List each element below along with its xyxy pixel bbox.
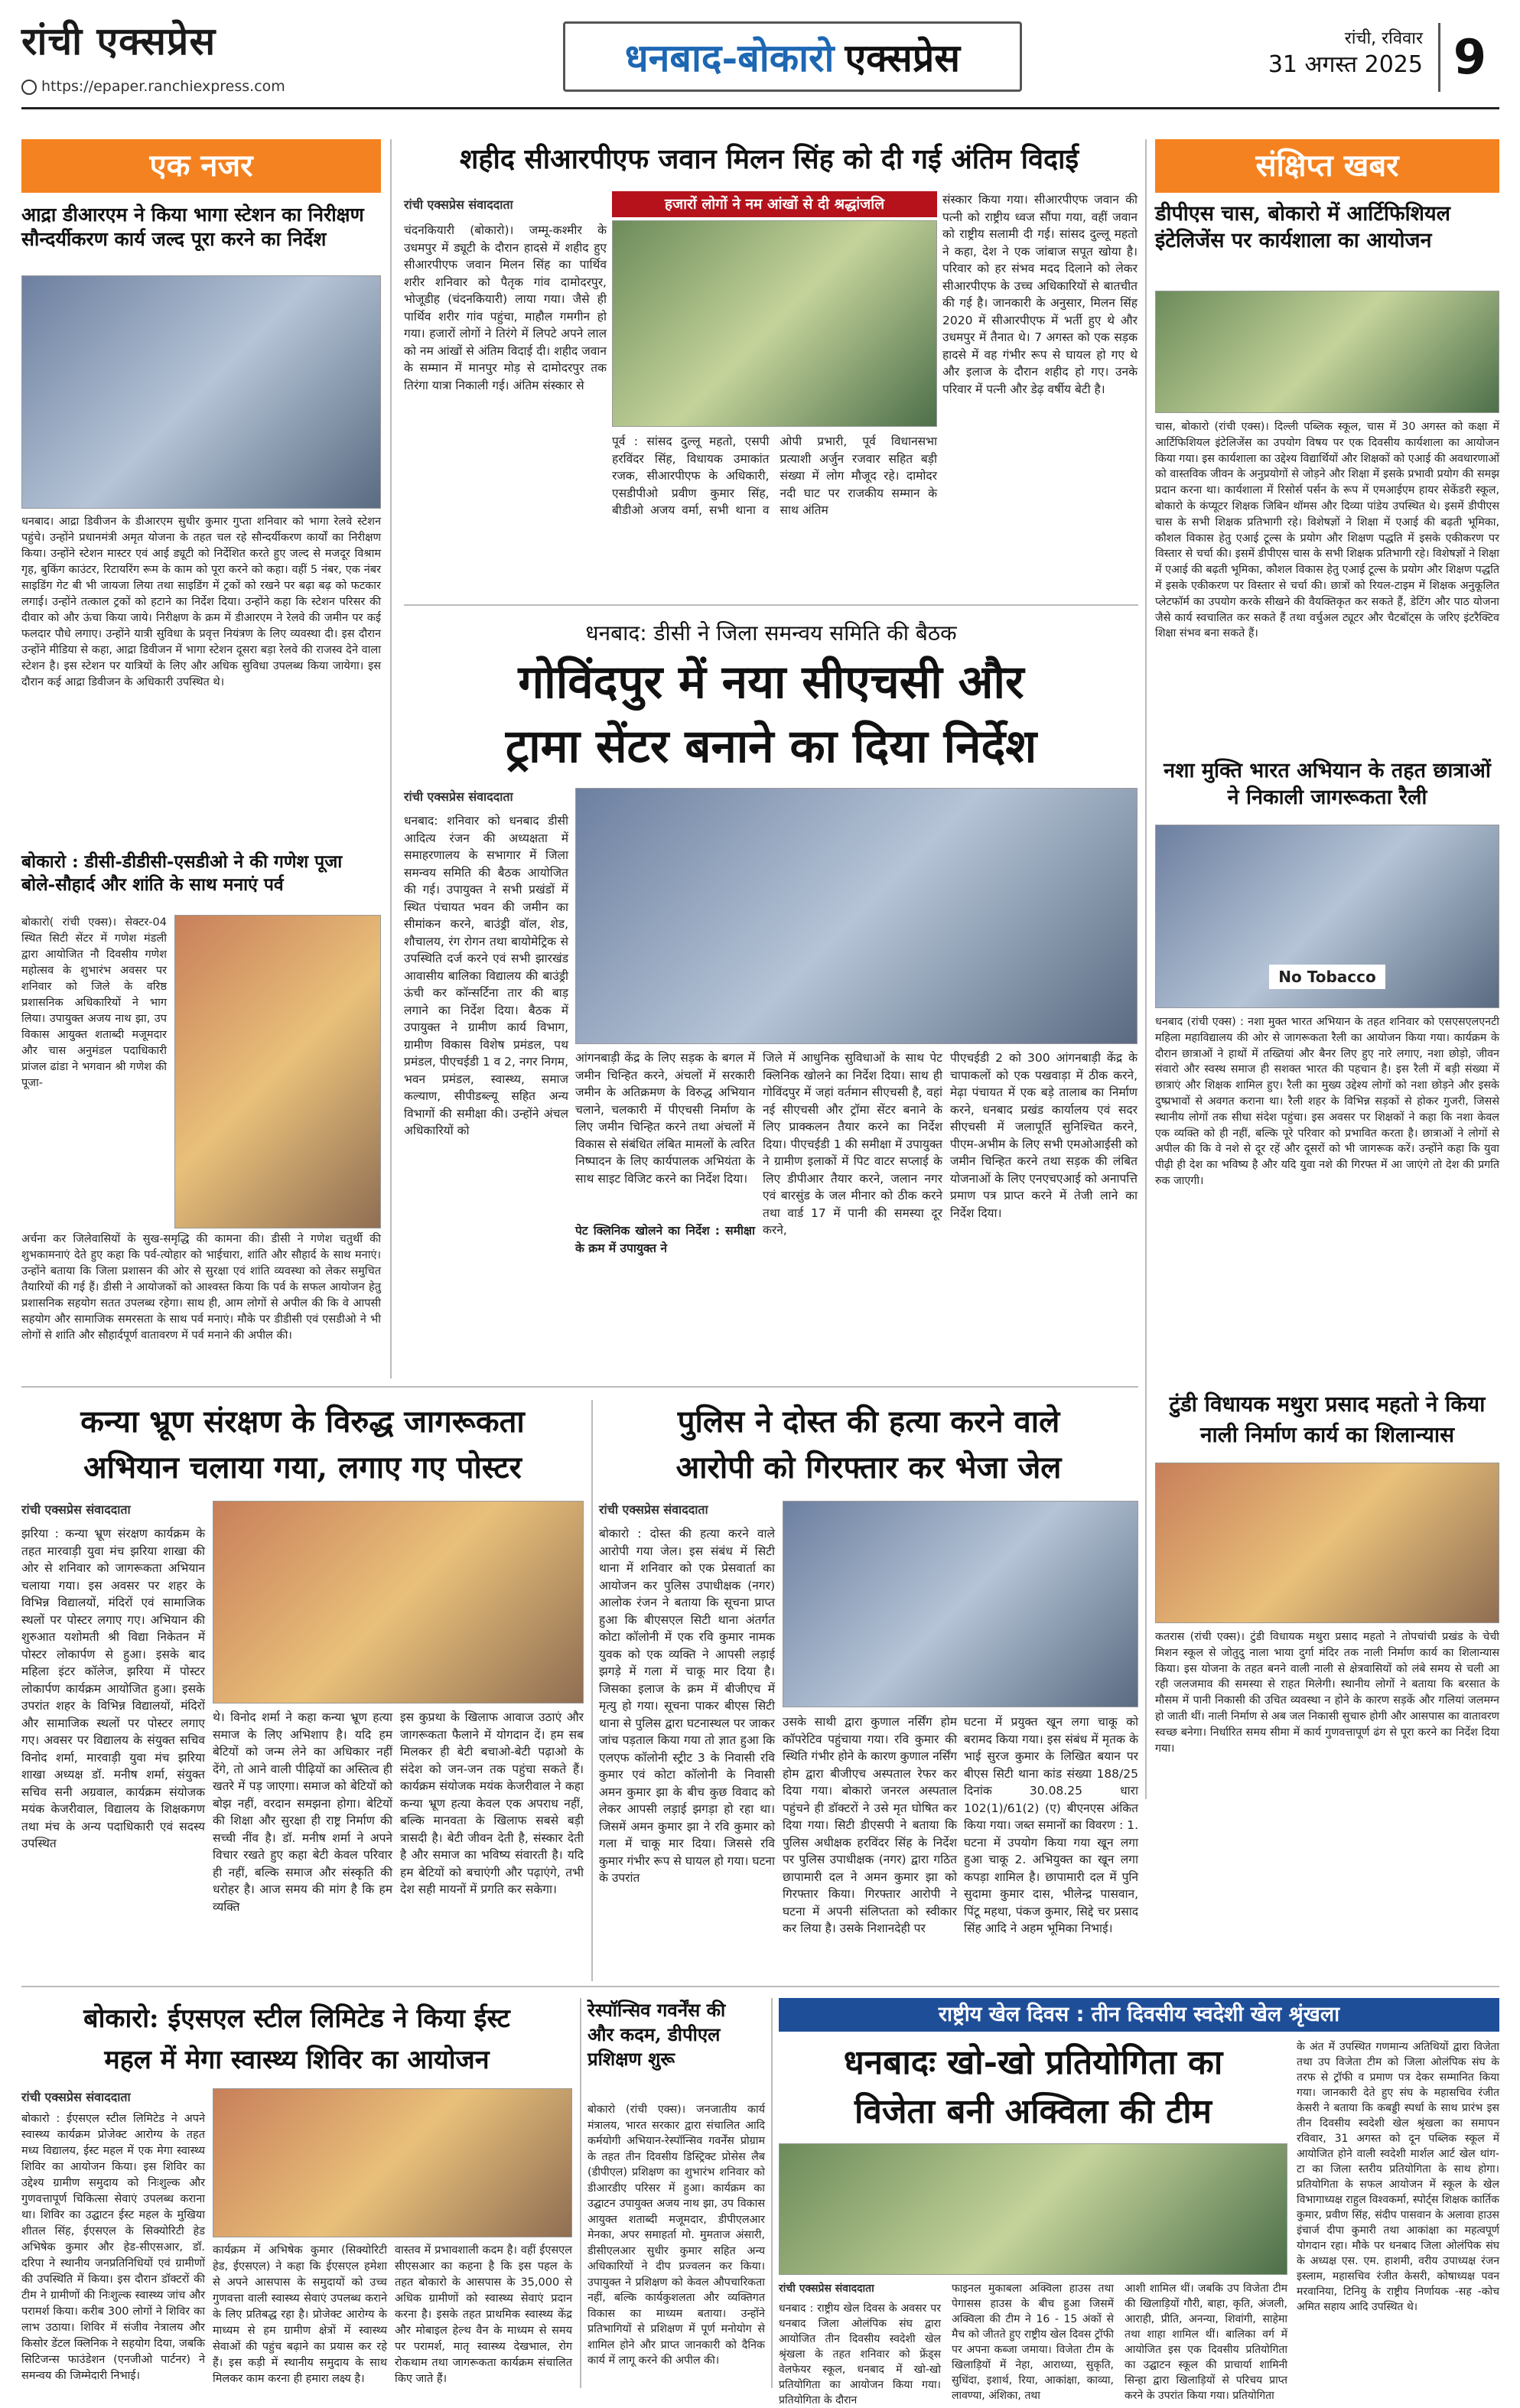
police-headline-2: आरोपी को गिरफ्तार कर भेजा जेल <box>675 1450 1062 1485</box>
govindpur-col-3: जिले में आधुनिक सुविधाओं के साथ पेट क्लिनिक खोलने का निर्देश दिया। साथ ही गोविंदपुर में जहां वर्तमान सीएचसी है, वहां नई सीएचसी और ट्रॉमा सेंटर बनाने के लिए प्राक्कलन तैयार करने का निर्देश दिया। पीएचईडी 1 की समीक्षा में उपायुक्त ने ग्रामीण इलाकों में पिट वाटर सप्लाई के लिए डीपीआर तैयार करने, जलान नगर एवं बारसुंड के जल मीनार को ठीक करने तथा वार्ड 17 में पानी की समस्या दूर करने, <box>763 1051 942 1237</box>
masthead-logo: रांची एक्सप्रेस <box>21 18 216 63</box>
police-byline: रांची एक्सप्रेस संवाददाता <box>599 1502 708 1517</box>
drm-inspection-photo <box>21 275 381 509</box>
govindpur-col-2-sub: पेट क्लिनिक खोलने का निर्देश : समीक्षा के क्रम में उपायुक्त ने <box>575 1224 755 1255</box>
kanya-byline: रांची एक्सप्रेस संवाददाता <box>21 1502 131 1517</box>
dps-workshop-photo <box>1155 291 1499 413</box>
column-divider-mid <box>591 1400 593 1981</box>
section-title-city: धनबाद-बोकारो <box>624 35 835 80</box>
khokho-col-1: धनबाद : राष्ट्रीय खेल दिवस के अवसर पर धनबाद जिला ओलंपिक संघ द्वारा आयोजित तीन दिवसीय स्वदेशी खेल श्रृंखला के तहत शनिवार को फ्रेंड्स वेलफेयर स्कूल, धनबाद में खो-खो प्रतियोगिता का आयोजन किया गया। प्रतियोगिता के दौरान <box>779 2302 941 2406</box>
column-divider <box>390 139 392 1378</box>
khokho-team-photo <box>779 2143 1287 2275</box>
ganesh-puja-photo <box>174 915 381 1228</box>
column-divider-bottom-2 <box>771 1998 773 2388</box>
kanya-col-2: थे। विनोद शर्मा ने कहा कन्या भ्रूण हत्या समाज के लिए अभिशाप है। यदि हम बेटियों को जन्म लेने का अधिकार नहीं देंगे, तो आने वाली पीढ़ियों का अस्तित्व ही खतरे में पड़ जाएगा। समाज को बेटियों को बोझ नहीं, वरदान समझना होगा। बेटियों की शिक्षा और सुरक्षा ही राष्ट्र निर्माण की सच्ची नींव है। डॉ. मनीष शर्मा ने अपने विचार रखते हुए कहा बेटी केवल परिवार ही नहीं, बल्कि समाज और संस्कृति की धरोहर है। आज समय की मांग है कि हम व्यक्ति <box>213 1710 392 1914</box>
lead-col-1: चंदनकियारी (बोकारो)। जम्मू-कश्मीर के उधमपुर में ड्यूटी के दौरान हादसे में शहीद हुए सीआरपीएफ जवान मिलन सिंह का पार्थिव शरीर शनिवार को पैतृक गांव दामोदरपुर, भोजूडीह (चंदनकियारी) लाया गया। जैसे ही पार्थिव शरीर गांव पहुंचा, माहौल गमगीन हो गया। हजारों लोगों ने तिरंगे में लिपटे अपने लाल को नम आंखों से अंतिम विदाई दी। शहीद जवान के सम्मान में मानपुर मोड़ से दामोदरपुर तक तिरंगा यात्रा निकाली गई। अंतिम संस्कार से <box>404 223 607 392</box>
govindpur-col-1: धनबाद: शनिवार को धनबाद डीसी आदित्य रंजन की अध्यक्षता में समाहरणालय के सभागार में जिला समन्वय समिति की बैठक आयोजित की गई। उपायुक्त ने सभी प्रखंडों में स्थित पंचायत भवन की जमीन का सीमांकन करने, बाउंड्री वॉल, शेड, शौचालय, रंग रोगन तथा बायोमेट्रिक से उपस्थिति दर्ज करने एवं सभी झारखंड आवासीय बालिका विद्यालय की बाउंड्री ऊंची कर कॉन्सर्टिना तार की बाड़ लगाने का निर्देश दिया। बैठक में उपायुक्त ने ग्रामीण कार्य विभाग, ग्रामीण विकास विशेष प्रमंडल, पथ प्रमंडल, पीएचईडी 1 व 2, नगर निगम, भवन प्रमंडल, स्वास्थ्य, समाज कल्याण, सीपीडब्ल्यू सहित अन्य विभागों की समीक्षा की। उन्होंने अंचल अधिकारियों को <box>404 814 569 1137</box>
column-divider-right <box>1145 139 1147 1799</box>
govindpur-headline-1: गोविंदपुर में नया सीएचसी और <box>518 656 1024 709</box>
sankshipt-headline-1: डीपीएस चास, बोकारो में आर्टिफिशियल इंटेलिजेंस पर कार्यशाला का आयोजन <box>1155 202 1450 252</box>
lead-col-3: संस्कार किया गया। सीआरपीएफ जवान की पत्नी को राष्ट्रीय ध्वज सौंपा गया, वहीं जवान को राष्ट्रीय सलामी दी गई। सांसद दुल्लू महतो ने कहा, देश ने एक जांबाज सपूत खोया है। परिवार को हर संभव मदद दिलाने को लेकर सीआरपीएफ के उच्च अधिकारियों से बातचीत की गई है। जानकारी के अनुसार, मिलन सिंह 2020 में सीआरपीएफ में भर्ती हुए थे और उधमपुर में तैनात थे। 7 अगस्त को एक सड़क हादसे में वह गंभीर रूप से घायल हो गए थे और इलाज के दौरान शहीद हो गए। उनके परिवार में पत्नी और डेढ़ वर्षीय बेटी है। <box>942 193 1138 396</box>
epaper-url[interactable] <box>21 78 373 99</box>
governance-headline-1: रेस्पॉन्सिव गवर्नेंस की <box>587 1999 726 2021</box>
ek-nazar-banner: एक नजर <box>21 139 381 193</box>
dateline <box>1232 21 1423 92</box>
masthead-rule <box>21 107 1499 109</box>
sankshipt-body-1: चास, बोकारो (रांची एक्स)। दिल्ली पब्लिक स्कूल, चास में 30 अगस्त को कक्षा में आर्टिफिशियल इंटेलिजेंस का उपयोग विषय पर एक दिवसीय कार्यशाला का आयोजन किया गया। इस कार्यशाला का उद्देश्य विद्यार्थियों और शिक्षकों को एआई की अवधारणाओं को वास्तविक जीवन के अनुप्रयोगों से जोड़ने और शिक्षा में इसके प्रभावी प्रयोग की समझ प्रदान करना था। कार्यशाला में रिसोर्स पर्सन के रूप में एमआईएम हायर सेकेंडरी स्कूल, बोकारो के कंप्यूटर शिक्षक जिबिन थॉमस और दिव्या पांडेय उपस्थित थे। इसमें डीपीएस चास के सभी शिक्षक प्रतिभागी रहे। विशेषज्ञों ने शिक्षा में एआई की बढ़ती भूमिका, कौशल विकास हेतु एआई टूल्स के प्रयोग और शिक्षण पद्धति में इसके एकीकरण पर विस्तार से चर्चा की। इसमें डीपीएस चास के सभी शिक्षक प्रतिभागी रहे। विशेषज्ञों ने शिक्षा में एआई की बढ़ती भूमिका, कौशल विकास हेतु एआई टूल्स के प्रयोग और शिक्षण पद्धति में इसके एकीकरण पर विस्तार से चर्चा की। छात्रों को रियल-टाइम में शिक्षक अनुकूलित प्लेटफॉर्म का उपयोग करके सीखने की वैयक्तिकृत कर सकते हैं, डेटिंग और पाठ योजना जैसे कार्य स्वचालित कर सकते हैं तथा वर्चुअल ट्यूटर और चैटबॉट्स के जरिए इंटरैक्टिव शिक्षा संभव बना सकते हैं। <box>1155 421 1499 640</box>
kanya-headline-1: कन्या भ्रूण संरक्षण के विरुद्ध जागरूकता <box>80 1404 525 1440</box>
police-headline-1: पुलिस ने दोस्त की हत्या करने वाले <box>677 1404 1060 1440</box>
section-title <box>563 21 1022 92</box>
kanya-col-3: इस कुप्रथा के खिलाफ आवाज उठाएं और जागरूकता फैलाने में योगदान दें। हम सब मिलकर ही बेटी बचाओ-बेटी पढ़ाओ के संदेश को जन-जन तक पहुंचा सकते हैं। कार्यक्रम संयोजक मयंक केजरीवाल ने कहा कन्या भ्रूण हत्या केवल एक अपराध नहीं, बल्कि मानवता के खिलाफ सबसे बड़ी त्रासदी है। बेटी जीवन देती है, संस्कार देती है और समाज का भविष्य संवारती है। यदि हम बेटियों को बचाएंगी और पढ़ाएंगे, तभी देश सही मायनों में प्रगति कर सकेगा। <box>400 1710 584 1896</box>
ek-nazar-body-2-lead: बोकारो( रांची एक्स)। सेक्टर-04 स्थित सिटी सेंटर में गणेश मंडली द्वारा आयोजित नौ दिवसीय गणेश महोत्सव के शुभारंभ अवसर पर शनिवार को जिले के वरिष्ठ प्रशासनिक अधिकारियों ने भाग लिया। उपायुक्त अजय नाथ झा, उप विकास आयुक्त शताब्दी मजूमदार और चास अनुमंडल पदाधिकारी प्रांजल ढांडा ने भगवान श्री गणेश की पूजा- <box>21 916 167 1089</box>
governance-headline <box>587 1998 765 2097</box>
esl-col-1: बोकारो : ईएसएल स्टील लिमिटेड ने अपने स्वास्थ्य कार्यक्रम प्रोजेक्ट आरोग्य के तहत मध्य विद्यालय, ईस्ट महल में एक मेगा स्वास्थ्य शिविर का आयोजन किया। इस शिविर का उद्देश्य ग्रामीण समुदाय को निःशुल्क और गुणवत्तापूर्ण चिकित्सा सेवाएं उपलब्ध कराना था। शिविर का उद्घाटन ईस्ट महल के मुखिया शीतल सिंह, ईएसएल के सिक्योरिटी हेड अभिषेक कुमार और हेड-सीएसआर, डॉ. दरिपा ने स्थानीय जनप्रतिनिधियों एवं ग्रामीणों की उपस्थिति में किया। इस दौरान डॉक्टरों की टीम ने ग्रामीणों की निःशुल्क स्वास्थ्य जांच और परामर्श किया। करीब 300 लोगों ने शिविर का लाभ उठाया। शिविर में संजीव नेत्रालय और किसोर डेंटल क्लिनिक ने सहयोग दिया, जबकि सिटिजन्स फाउंडेशन (एनजीओ पार्टनर) ने समन्वय की जिम्मेदारी निभाई। <box>21 2113 205 2382</box>
lead-under-photo: पूर्व : सांसद दुल्लू महतो, एसपी हरविंदर सिंह, विधायक उमाकांत रजक, सीआरपीएफ के अधिकारी, एसडीपीओ प्रवीण कुमार सिंह, बीडीओ अजय वर्मा, सभी थाना व ओपी प्रभारी, पूर्व विधानसभा प्रत्याशी अर्जुन रजवार सहित बड़ी संख्या में लोग मौजूद रहे। दामोदर नदी घाट पर राजकीय सम्मान के साथ अंतिम <box>612 434 937 517</box>
globe-icon <box>21 80 37 95</box>
sankshipt-body-2: धनबाद (रांची एक्स) : नशा मुक्त भारत अभियान के तहत शनिवार को एसएसएलएनटी महिला महाविद्यालय की ओर से जागरूकता रैली का आयोजन किया गया। कार्यक्रम के दौरान छात्राओं ने हाथों में तख्तियां और बैनर लिए हुए नारे लगाए, नशा छोड़ो, जीवन संवारो और स्वस्थ समाज ही सशक्त भारत की पहचान है। इस रैली में बड़ी संख्या में छात्राएं और शिक्षक शामिल हुए। रैली का मुख्य उद्देश्य लोगों को नशा छोड़ने और इसके दुष्प्रभावों से अवगत कराना था। रैली शहर के विभिन्न सड़कों से होकर गुजरी, जिससे स्थानीय लोगों तक सीधा संदेश पहुंचा। इस अवसर पर शिक्षकों ने कहा कि नशा केवल एक व्यक्ति को ही नहीं, बल्कि पूरे परिवार को प्रभावित करता है। छात्राओं ने लोगों से अपील की कि वे नशे से दूर रहें और दूसरों को भी जागरूक करें। उन्होंने कहा कि युवा पीढ़ी ही देश का भविष्य है और यदि युवा नशे की गिरफ्त में आ जाएंगे तो देश की प्रगति रुक जाएगी। <box>1155 1016 1499 1187</box>
ek-nazar-body-1: धनबाद। आद्रा डिवीजन के डीआरएम सुधीर कुमार गुप्ता शनिवार को भागा रेलवे स्टेशन पहुंचे। उन्होंने प्रधानमंत्री अमृत योजना के तहत चल रहे सौन्दर्यीकरण कार्यों का निरीक्षण किया। उन्होंने स्टेशन मास्टर एवं आई ड्यूटी को निर्देशित करते हुए जल्द से मजदूर विश्राम गृह, बुकिंग काउंटर, रिटायरिंग रूम के काम को पूरा करने को कहा। वहीं 5 नंबर, एक नंबर साइडिंग गेट बी भी जायजा लिया तथा साइडिंग में ट्रकों को रखने पर बढ़ा बढ़ को फटकार लगाई। उन्होंने तत्काल ट्रकों को हटाने का निर्देश दिया। उन्होंने कहा कि स्टेशन परिसर की दीवार को और ऊंचा किया जाये। निरीक्षण के क्रम में डीआरएम ने रेलवे की जमीन पर कई फलदार पौधे लगाए। उन्होंने यात्री सुविधा के प्रवृत्त नियंत्रण के लिए व्यवस्था दी। इस दौरान उन्होंने मीडिया से कहा, आद्रा डिवीजन में भागा स्टेशन दूसरा बड़ा रेलवे की राजस्व देने वाला स्टेशन है। इस स्टेशन पर यात्रियों के लिए और अधिक सुविधा उपलब्ध किया जायेगा। इस दौरान कई आद्रा डिवीजन के अधिकारी उपस्थित थे। <box>21 516 381 688</box>
governance-headline-2: और कदम, डीपीएल <box>587 2023 721 2045</box>
govindpur-col-4: पीएचईडी 2 को 300 आंगनबाड़ी केंद्र के चापाकलों को एक पखवाड़ा में ठीक करने, मेढ़ा पंचायत में एक बड़े तालाब का निर्माण करने, धनबाद प्रखंड कार्यालय एवं सदर सीएचसी में जलापूर्ति सुनिश्चित करने, पीएम-अभीम के लिए सभी एमओआईसी को जमीन चिन्हित करने तथा सड़क की लंबित योजनाओं के लिए एनएचएआई को अनापत्ति प्रमाण पत्र प्राप्त करने में तेजी लाने का निर्देश दिया। <box>950 1051 1138 1220</box>
url-text: https://epaper.ranchiexpress.com <box>41 78 285 95</box>
column-divider-bottom <box>580 1998 581 2388</box>
health-camp-photo <box>213 2088 572 2237</box>
kanya-col-1: झरिया : कन्या भ्रूण संरक्षण कार्यक्रम के तहत मारवाड़ी युवा मंच झरिया शाखा की ओर से शनिवार को जागरूकता अभियान चलाया गया। इस अवसर पर शहर के विभिन्न विद्यालयों, मंदिरों एवं सामाजिक स्थलों पर पोस्टर लगाए गए। अभियान की शुरुआत यशोमती श्री विद्या निकेतन में पोस्टर लोकार्पण से हुआ। इसके बाद महिला इंटर कॉलेज, झरिया में पोस्टर लोकार्पण कार्यक्रम आयोजित हुआ। इसके उपरांत शहर के विभिन्न विद्यालयों, मंदिरों और सामाजिक स्थलों पर पोस्टर लगाए गए। अवसर पर विद्यालय के संयुक्त सचिव विनोद शर्मा, मारवाड़ी युवा मंच झरिया शाखा अध्यक्ष डॉ. मनीष शर्मा, संयुक्त सचिव सनी अग्रवाल, कार्यक्रम संयोजक मयंक केजरीवाल, विद्यालय के शिक्षकगण तथा मंच के अन्य पदाधिकारी एवं सदस्य उपस्थित <box>21 1527 205 1850</box>
sankshipt-headline-2: नशा मुक्ति भारत अभियान के तहत छात्राओं ने निकाली जागरूकता रैली <box>1164 759 1491 809</box>
no-tobacco-poster: No Tobacco <box>1269 965 1385 989</box>
police-press-photo <box>783 1501 1138 1707</box>
rally-photo <box>1155 825 1499 1008</box>
section-title-brand: एक्सप्रेस <box>845 35 961 80</box>
coordination-meeting-photo <box>575 788 1138 1044</box>
khokho-col-2: फाइनल मुकाबला अक्विला हाउस तथा पेगासस हाउस के बीच हुआ जिसमें अक्विला की टीम ने 16 - 15 अंकों से मैच को जीतते हुए राष्ट्रीय खेल दिवस ट्रॉफी पर अपना कब्जा जमाया। विजेता टीम के खिलाड़ियों में नेहा, आराध्या, सुकृति, सुधिंदा, इशार्थ, रिया, आकांक्षा, काव्या, लावण्या, अंशिका, तथा <box>952 2283 1114 2402</box>
esl-headline-1: बोकारो: ईएसएल स्टील लिमिटेड ने किया ईस्ट <box>83 2003 510 2034</box>
poster-campaign-photo <box>213 1501 584 1703</box>
govindpur-headline-2: ट्रामा सेंटर बनाने का दिया निर्देश <box>505 720 1037 773</box>
khokho-col-3: आशी शामिल थीं। जबकि उप विजेता टीम की खिलाड़ियों गौरी, बाहा, कृति, अंजली, आराही, प्रीति, अनन्या, शिवांगी, साहेमा तथा शाहा शामिल थीं। बालिका वर्ग में आयोजित इस एक दिवसीय प्रतियोगिता का उद्घाटन स्कूल की प्राचार्या शामिनी सिन्हा द्वारा खिलाड़ियों से परिचय प्राप्त करने के उपरांत किया गया। प्रतियोगिता <box>1125 2283 1287 2402</box>
row-divider-2 <box>21 1386 1138 1388</box>
foundation-stone-photo <box>1155 1463 1499 1623</box>
ek-nazar-body-2-rest: अर्चना कर जिलेवासियों के सुख-समृद्धि की कामना की। डीसी ने गणेश चतुर्थी की शुभकामनाएं देते हुए कहा कि पर्व-त्योहार को भाईचारा, शांति और सौहार्द के साथ मनाएं। उन्होंने बताया कि जिला प्रशासन की ओर से सुरक्षा एवं शांति व्यवस्था को लेकर समुचित तैयारियों की गई हैं। डीसी ने आयोजकों को आश्वस्त किया कि पर्व के सफल आयोजन हेतु प्रशासनिक सहयोग सतत उपलब्ध रहेगा। साथ ही, आम लोगों से अपील की कि वे आपसी सहयोग और सामाजिक समरसता के साथ पर्व मनाएं। मौके पर डीडीसी एवं एसडीओ ने भी लोगों से शांति और सौहार्दपूर्ण वातावरण में पर्व मनाने की अपील की। <box>21 1233 381 1342</box>
esl-col-2: कार्यक्रम में अभिषेक कुमार (सिक्योरिटी हेड, ईएसएल) ने कहा कि ईएसएल हमेशा से अपने आसपास के समुदायों को उच्च गुणवत्ता वाली स्वास्थ्य सेवाएं उपलब्ध कराने के लिए प्रतिबद्ध रहा है। प्रोजेक्ट आरोग्य के माध्यम से हम ग्रामीण क्षेत्रों में स्वास्थ्य सेवाओं की पहुंच बढ़ाने का प्रयास कर रहे हैं। इस कड़ी में स्थानीय समुदाय के साथ मिलकर काम करना ही हमारा लक्ष्य है। <box>213 2244 387 2385</box>
row-divider <box>404 604 1138 606</box>
sankshipt-banner: संक्षिप्त खबर <box>1155 139 1499 193</box>
police-col-2: उसके साथी द्वारा कुणाल नर्सिंग होम कॉपरेटिव पहुंचाया गया। रवि कुमार की स्थिति गंभीर होने के कारण कुणाल नर्सिंग होम द्वारा बीजीएच अस्पताल रेफर कर दिया गया। बोकारो जनरल अस्पताल पहुंचने ही डॉक्टरों ने उसे मृत घोषित कर दिया गया। सिटी डीएसपी ने बताया कि पुलिस अधीक्षक हरविंदर सिंह के निर्देश पर पुलिस उपाधीक्षक (नगर) द्वारा गठित छापामारी दल ने अमन कुमार झा को गिरफ्तार किया। गिरफ्तार आरोपी ने घटना में अपनी संलिप्तता को स्वीकार कर लिया है। उसके निशानदेही पर <box>783 1715 957 1935</box>
sankshipt-body-3: कतरास (रांची एक्स)। टुंडी विधायक मथुरा प्रसाद महतो ने तोपचांची प्रखंड के चेची मिशन स्कूल से जोतुदु नाला भाया दुर्गा मंदिर तक नाली निर्माण कार्य का शिलान्यास किया। इस योजना के तहत बनने वाली नाली से क्षेत्रवासियों को लंबे समय से चली आ रही जलजमाव की समस्या से राहत मिलेगी। स्थानीय लोगों ने बताया कि बरसात के मौसम में पानी निकासी की उचित व्यवस्था न होने के कारण सड़कें और गलियां जलमग्न हो जाती थीं। नाली निर्माण से अब जल निकासी सुचारु होगी और आसपास का वातावरण स्वच्छ बनेगा। निर्धारित समय सीमा में कार्य गुणवत्तापूर्ण ढंग से पूरा करने का निर्देश दिया गया। <box>1155 1631 1499 1755</box>
govindpur-byline: रांची एक्सप्रेस संवाददाता <box>404 789 513 804</box>
date-day: रांची, रविवार <box>1344 29 1423 48</box>
police-col-1: बोकारो : दोस्त की हत्या करने वाले आरोपी गया जेल। इस संबंध में सिटी थाना में शनिवार को एक प्रेसवार्ता का आयोजन कर पुलिस उपाधीक्षक (नगर) आलोक रंजन ने बताया कि सूचना प्राप्त हुआ कि बीएसएल सिटी थाना अंतर्गत कोटा कॉलोनी में एक रवि कुमार नामक युवक को एक व्यक्ति ने आपसी लड़ाई झगड़े में गला में चाकू मार दिया है। जिसका इलाज के क्रम में बीजीएच में मृत्यु हो गया। सूचना पाकर बीएस सिटी थाना से पुलिस द्वारा घटनास्थल पर जाकर जांच पड़ताल किया गया तो ज्ञात हुआ कि एलएफ कॉलोनी स्ट्रीट 3 के निवासी रवि कुमार एवं कोटा कॉलोनी के निवासी अमन कुमार झा के बीच कुछ विवाद को लेकर आपसी लड़ाई झगड़ा हो रहा था। जिसमें अमन कुमार झा ने रवि कुमार को गला में चाकू मार दिया। जिससे रवि कुमार गंभीर रूप से घायल हो गया। घटना के उपरांत <box>599 1527 775 1885</box>
funeral-photo <box>612 220 937 427</box>
sports-day-strip: राष्ट्रीय खेल दिवस : तीन दिवसीय स्वदेशी खेल श्रृंखला <box>779 1998 1499 2032</box>
row-divider-3 <box>21 1986 1499 1987</box>
lead-headline: शहीद सीआरपीएफ जवान मिलन सिंह को दी गई अंतिम विदाई <box>459 143 1079 175</box>
police-col-3: घटना में प्रयुक्त खून लगा चाकू को बरामद किया गया। इस संबंध में मृतक के भाई सुरज कुमार के लिखित बयान पर बीएस सिटी थाना कांड संख्या 188/25 दिनांक 30.08.25 धारा 102(1)/61(2) (ए) बीएनएस अंकित किया गया। जब्त समानों का विवरण : 1. घटना में उपयोग किया गया खून लगा हुआ चाकू 2. अभियुक्त का खून लगा कपड़ा शामिल है। छापामारी दल में पुनि सुदामा कुमार दास, भीलेन्द्र पासवान, पिंटू महथा, पंकज कुमार, सिद्दे चर प्रसाद सिंह आदि ने अहम भूमिका निभाई। <box>964 1715 1138 1935</box>
khokho-headline-2: विजेता बनी अक्विला की टीम <box>854 2092 1212 2131</box>
governance-headline-3: प्रशिक्षण शुरू <box>587 2048 675 2070</box>
ek-nazar-headline-1: आद्रा डीआरएम ने किया भागा स्टेशन का निरीक्षण सौन्दर्यीकरण कार्य जल्द पूरा करने का निर्देश <box>21 203 364 250</box>
esl-byline: रांची एक्सप्रेस संवाददाता <box>21 2090 131 2104</box>
governance-body: बोकारो (रांची एक्स)। जनजातीय कार्य मंत्रालय, भारत सरकार द्वारा संचालित आदि कर्मयोगी अभियान-रेस्पॉन्सिव गवर्नेंस प्रोग्राम के तहत तीन दिवसीय डिस्ट्रिक्ट प्रोसेस लैब (डीपीएल) प्रशिक्षण का शुभारंभ शनिवार को डीआरडीए परिसर में हुआ। कार्यक्रम का उद्घाटन उपायुक्त अजय नाथ झा, उप विकास आयुक्त शताब्दी मजूमदार, डीपीएलआर मेनका, अपर समाहर्ता मो. मुमताज अंसारी, डीसीएलआर सुधीर कुमार सहित अन्य अधिकारियों ने दीप प्रज्वलन कर किया। उपायुक्त ने प्रशिक्षण को केवल औपचारिकता नहीं, बल्कि कार्यकुशलता और व्यक्तिगत विकास का माध्यम बताया। उन्होंने प्रतिभागियों से प्रशिक्षण में पूर्ण मनोयोग से शामिल होने और प्राप्त जानकारी को दैनिक कार्य में लागू करने की अपील की। <box>587 2104 765 2367</box>
khokho-col-4: के अंत में उपस्थित गणमान्य अतिथियों द्वारा विजेता तथा उप विजेता टीम को जिला ओलंपिक संघ के तरफ से ट्रॉफी व प्रमाण पत्र देकर सम्मानित किया गया। जानकारी देते हुए संघ के महासचिव रंजीत केसरी ने बताया कि कबड्डी स्पर्धा के साथ प्रारंभ इस तीन दिवसीय स्वदेशी खेल श्रृंखला का समापन रविवार, 31 अगस्त को दून पब्लिक स्कूल में आयोजित होने वाली स्वदेशी मार्शल आर्ट खेल थांग-टा का जिला स्तरीय प्रतियोगिता के साथ होगा। प्रतियोगिता के सफल आयोजन में स्कूल के खेल विभागाध्यक्ष राहुल विश्वकर्मा, स्पोर्ट्स शिक्षक कार्तिक कुमार, प्रवीण सिंह, संदीप पासवान के अलावा हाउस इंचार्ज दीपा कुमारी तथा आकांक्षा का महत्वपूर्ण योगदान रहा। मौके पर धनबाद जिला ओलंपिक संघ के अध्यक्ष एस. एम. हाशमी, वरीय उपाध्यक्ष रंजन इस्लाम, महासचिव रंजीत केसरी, कोषाध्यक्ष पवन मरवानिया, टिनियु के राष्ट्रीय निर्णायक -सह -कोच अमित सहाय आदि उपस्थित थे। <box>1297 2041 1499 2313</box>
sankshipt-headline-3: टुंडी विधायक मथुरा प्रसाद महतो ने किया नाली निर्माण कार्य का शिलान्यास <box>1169 1391 1486 1447</box>
govindpur-col-2: आंगनबाड़ी केंद्र के लिए सड़क के बगल में जमीन चिन्हित करने, अंचलों में सरकारी जमीन के अतिक्रमण के विरुद्ध अभियान चलाने, चलकारी में पीएचसी निर्माण के लिए जमीन चिन्हित करने तथा अंचलों में विकास से संबंधित लंबित मामलों के त्वरित निष्पादन के लिए कार्यपालक अभियंता के साथ साइट विजिट करने का निर्देश दिया। <box>575 1051 755 1186</box>
lead-photo-strip: हजारों लोगों ने नम आंखों से दी श्रद्धांजलि <box>612 191 937 217</box>
kanya-headline-2: अभियान चलाया गया, लगाए गए पोस्टर <box>83 1450 522 1485</box>
ek-nazar-headline-2: बोकारो : डीसी-डीडीसी-एसडीओ ने की गणेश पूजा बोले-सौहार्द और शांति के साथ मनाएं पर्व <box>21 851 343 895</box>
khokho-headline-1: धनबादः खो-खो प्रतियोगिता का <box>843 2043 1223 2082</box>
esl-col-3: वास्तव में प्रभावशाली कदम है। वहीं ईएसएल सीएसआर का कहना है कि इस पहल के तहत बोकारो के आसपास के 35,000 से अधिक ग्रामीणों को स्वास्थ्य सेवाएं प्रदान करना है। इसके तहत प्राथमिक स्वास्थ्य केंद्र और मोबाइल हेल्थ वैन के माध्यम से समय पर परामर्श, मातृ स्वास्थ्य देखभाल, रोग रोकथाम तथा जागरूकता कार्यक्रम संचालित किए जाते हैं। <box>395 2244 572 2385</box>
lead-byline: रांची एक्सप्रेस संवाददाता <box>404 197 513 212</box>
esl-headline-2: महल में मेगा स्वास्थ्य शिविर का आयोजन <box>104 2045 490 2075</box>
govindpur-kicker: धनबाद: डीसी ने जिला समन्वय समिति की बैठक <box>585 620 957 646</box>
page-number: 9 <box>1438 23 1499 92</box>
date-full: 31 अगस्त 2025 <box>1268 51 1423 78</box>
khokho-byline: रांची एक्सप्रेस संवाददाता <box>779 2283 874 2295</box>
